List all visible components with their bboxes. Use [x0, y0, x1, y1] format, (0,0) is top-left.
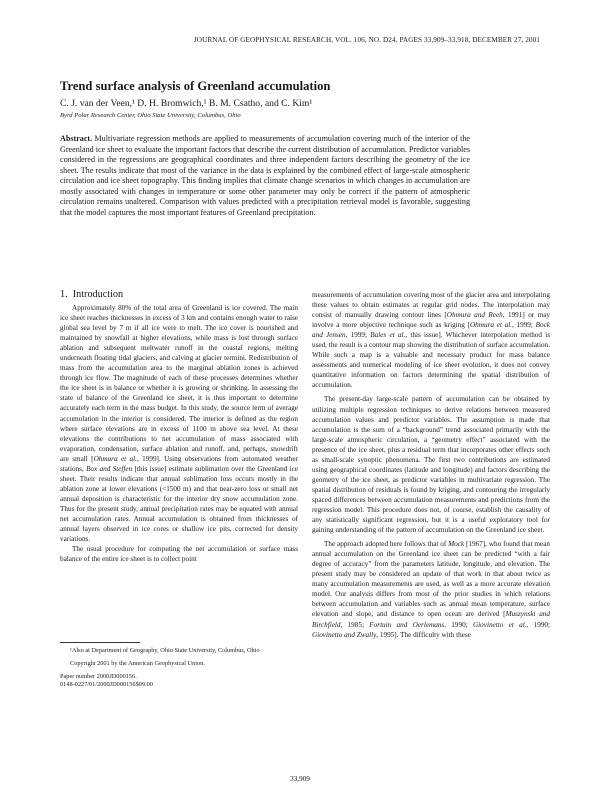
section-title: Introduction [72, 289, 124, 300]
page-number: 33,909 [290, 775, 310, 783]
citation: Fortuin and Oerlemans [369, 620, 445, 629]
right-column [312, 290, 550, 640]
running-head: JOURNAL OF GEOPHYSICAL RESEARCH, VOL. 106, NO. D24, PAGES 33,909–33,918, DECEMBER 27, 2001 [193, 36, 540, 44]
abstract [60, 134, 470, 218]
left-column [60, 303, 298, 564]
paper-number: Paper number 2000JD000156. [60, 673, 137, 680]
citation: Ohmura et al. [93, 454, 137, 463]
footnote-rule [60, 642, 140, 643]
citation: Bales et al. [370, 331, 406, 340]
section-number: 1. [60, 289, 68, 300]
citation: Mock [448, 540, 465, 549]
section-heading [60, 289, 123, 300]
footnote: ¹Also at Department of Geography, Ohio State University, Columbus, Ohio [70, 647, 260, 654]
affiliation: Byrd Polar Research Center, Ohio State University, Columbus, Ohio [60, 112, 241, 119]
abstract-label: Abstract. [60, 134, 93, 143]
citation: Ohmura and Reeh [446, 311, 503, 320]
citation: Giovinetto and Zwally [312, 630, 377, 639]
footnotes [60, 647, 298, 689]
paragraph: measurements of accumulation covering most of the glacier area and interpolating these values to obtain estimates at regular grid nodes. The interpolation may consist of manually drawing contour lines [Ohmura and Reeh, 1991] or may involve a more objective technique such as kriging [Ohmura et al., 1999; Bock and Jensen, 1999; Bales et al., this issue]. Whichever interpolation method is used, the result is a contour map showing the distribution of surface accumulation. While such a map is a valuable and necessary product for mass balance assessments and numerical modeling of ice sheet evolution, it does not convey quantitative information on factors determining the spatial distribution of accumulation. [312, 291, 551, 390]
abstract-text: Multivariate regression methods are applied to measurements of accumulation covering much of the interior of the Greenland ice sheet to evaluate the important factors that describe the current distribution of accumulation. Predictor variables considered in the regressions are geographical coordinates and three independent factors describing the geometry of the ice sheet. The results indicate that most of the variance in the data is explained by the combined effect of large-scale atmospheric circulation and ice sheet topography. This finding implies that climate change scenarios in which changes in accumulation are mostly associated with changes in temperature or some other parameter may only be correct if the pattern of atmospheric circulation remains unaltered. Comparison with values predicted with a precipitation retrieval model is favorable, suggesting that the model captures the most important features of Greenland precipitation. [60, 134, 470, 217]
copyright-line: Copyright 2001 by the American Geophysical Union. [70, 660, 205, 667]
paragraph: The approach adopted here follows that of Mock [1967], who found that mean annual accumulation on the Greenland ice sheet can be predicted “with a fair degree of accuracy” from the parameters latitude, longitude, and elevation. The present study may be considered an update of that work in that about twice as many accumulation measurements are used, as well as a more accurate elevation model. Our analysis differs from most of the prior studies in which relations between accumulation and variables such as annual mean temperature, surface elevation and slope, and distance to open ocean are derived [Muszynski and Birchfield, 1985; Fortuin and Oerlemans, 1990; Giovinetto et al., 1990; Giovinetto and Zwally, 1995]. The difficulty with these [312, 540, 551, 639]
author-list: C. J. van der Veen,¹ D. H. Bromwich,¹ B. M. Csatho, and C. Kim¹ [60, 98, 313, 109]
paragraph: The present-day large-scale pattern of accumulation can be obtained by utilizing multiple regression techniques to derive relations between measured accumulation values and predictor variables. The assumption is made that accumulation is the sum of a “background” trend associated primarily with the large-scale atmospheric circulation, a “geometry effect” associated with the presence of the ice sheet, plus a residual term that incorporates other effects such as small-scale synoptic phenomena. The first two contributions are estimated using geographical coordinates (latitude and longitude) and factors describing the geometry of the ice sheet, as predictor variables in multivariate regression. The spatial distribution of residuals is found by kriging, and contouring the irregularly spaced differences between accumulation measurements and predictions from the regression model. This procedure does not, of course, establish the causality of any statistically significant regression, but it is a useful exploratory tool for gaining understanding of the pattern of accumulation on the Greenland ice sheet. [312, 395, 550, 535]
citation: Muszynski and Birchfield [312, 610, 550, 629]
paragraph: Approximately 80% of the total area of Greenland is ice covered. The main ice sheet reaches thicknesses in excess of 3 km and contains enough water to raise global sea level by 7 m if all ice were to melt. The ice cover is nourished and maintained by snowfall at higher elevations, while mass is lost through surface ablation and subsequent meltwater runoff in the coastal regions, melting underneath floating tidal glaciers, and calving at glacier termini. Redistribution of mass from the accumulation area to the marginal ablation zones is achieved through ice flow. The magnitude of each of these processes determines whether the ice sheet is in balance or whether it is growing or shrinking. In assessing the state of balance of the Greenland ice sheet, it is thus important to determine accurately each term in the mass budget. In this study, the source term of average accumulation in the interior is considered. The interior is defined as the region where surface elevations are in excess of 1100 m above sea level. At these elevations the contributions to net accumulation of mass associated with evaporation, condensation, surface ablation and runoff, and, perhaps, snowdrift are small [Ohmura et al., 1999]. Using observations from automated weather stations, Box and Steffen [this issue] estimate sublimation over the Greenland ice sheet. Their results indicate that annual sublimation loss occurs mostly in the ablation zone at lower elevations (<1500 m) and that near-zero loss or small net annual deposition is characteristic for the interior dry snow accumulation zone. Thus for the present study, annual precipitation rates may be equated with annual net accumulation rates. Annual accumulation is obtained from thicknesses of annual layers observed in ice cores or shallow ice pits, corrected for density variations. [60, 304, 298, 544]
issn-line: 0148-0227/01/2000JD000156$09.00 [60, 681, 153, 688]
citation: Ohmura et al. [469, 321, 512, 330]
paper-title: Trend surface analysis of Greenland accumulation [60, 79, 331, 93]
paragraph: The usual procedure for computing the net accumulation or surface mass balance of the entire ice sheet is to collect point [60, 545, 298, 564]
citation: Giovinetto et al. [472, 620, 527, 629]
citation: Bock and Jensen [312, 321, 550, 340]
citation: Box and Steffen [86, 464, 133, 473]
